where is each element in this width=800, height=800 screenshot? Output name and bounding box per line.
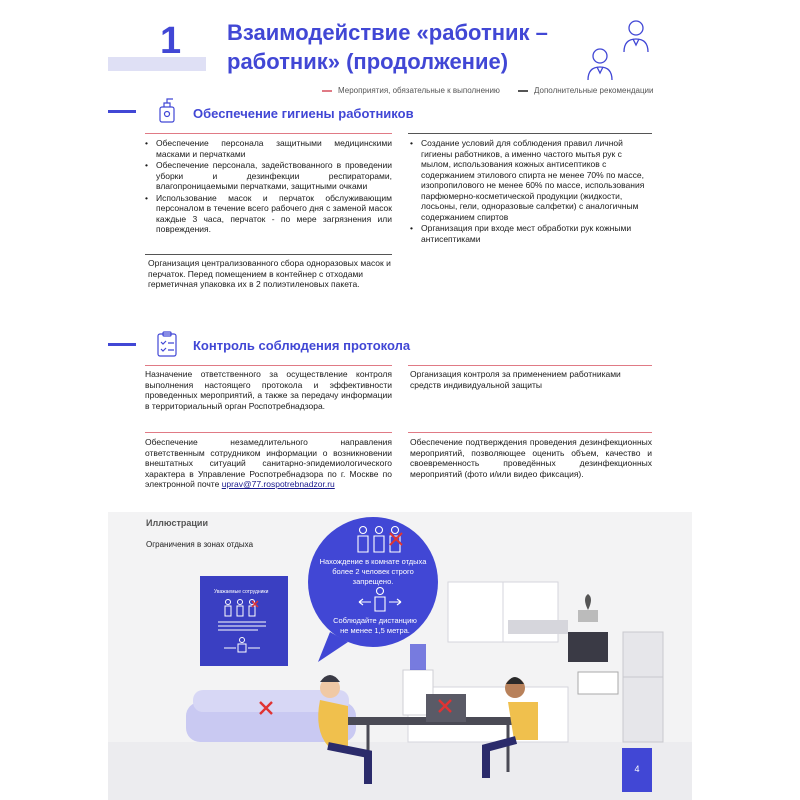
list-item: • Обеспечение персонала защитными медицинскими масками и перчатками xyxy=(145,138,392,159)
section-number: 1 xyxy=(160,20,182,62)
control-left-2-text: Обеспечение незамедлительного направления ответственным сотрудником информации о возникновении внештатных ситуаций санитарно-эпидемиологического характера в Управление Роспотребнадзора по г. Москве по электронной почте xyxy=(145,437,392,489)
legend-additional-marker xyxy=(518,90,528,92)
control-left-rule-1 xyxy=(145,365,392,366)
workers-icon xyxy=(580,12,660,82)
bubble-text-occupancy: Нахождение в комнате отдыха более 2 человек строго запрещено. xyxy=(319,557,427,586)
legend-mandatory: Мероприятия, обязательные к выполнению xyxy=(338,86,500,95)
page-title xyxy=(227,18,557,76)
poster-title: Уважаемые сотрудники xyxy=(214,589,269,595)
control-left-2 xyxy=(145,437,392,490)
soap-dispenser-icon xyxy=(156,96,178,124)
hygiene-note: Организация централизованного сбора одноразовых масок и перчаток. Перед помещением в контейнер с отходами герметичная упаковка их в 2 полиэтиленовых пакета. xyxy=(148,258,391,289)
section-marker xyxy=(108,343,136,346)
distancing-poster-icon xyxy=(214,598,274,658)
page-number: 4 xyxy=(622,748,652,792)
hygiene-left-list xyxy=(145,138,392,236)
illustration-panel xyxy=(108,512,692,800)
break-room-illustration xyxy=(108,512,692,800)
list-item: • Обеспечение персонала, задействованного в проведении уборки и дезинфекции респираторами, влагопроницаемыми перчатками, защитными очками xyxy=(145,160,392,192)
checklist-icon xyxy=(156,330,178,358)
control-right-rule-1 xyxy=(408,365,652,366)
control-right-rule-2 xyxy=(408,432,652,433)
control-right-1: Организация контроля за применением работниками средств индивидуальной защиты xyxy=(410,369,621,390)
list-item: • Организация при входе мест обработки рук кожными антисептиками xyxy=(410,223,652,244)
list-item: • Использование масок и перчаток обслуживающим персоналом в течение всего рабочего дня с заменой масок каждые 3 часа, перчаток - по мере загрязнения или повреждения. xyxy=(145,193,392,235)
page-title-line2: работник» (продолжение) xyxy=(227,49,509,74)
legend-mandatory-marker xyxy=(322,90,332,92)
page-title-line1: Взаимодействие «работник – xyxy=(227,20,548,45)
people-group-icon xyxy=(353,525,409,555)
control-right-2: Обеспечение подтверждения проведения дезинфекционных мероприятий, позволяющее оценить объем, качество и своевременность проведённых дезинфекционных мероприятий (фото и/или видео фиксация). xyxy=(410,437,652,479)
illustration-heading: Иллюстрации xyxy=(146,518,208,528)
control-left-1: Назначение ответственного за осуществление контроля выполнения настоящего протокола и эффективности проведенных мероприятий, а также за передачу информации в территориальный орган Роспотребнадзора. xyxy=(145,369,392,411)
hygiene-left-rule xyxy=(145,133,392,134)
hygiene-section-title: Обеспечение гигиены работников xyxy=(193,106,414,121)
legend-additional: Дополнительные рекомендации xyxy=(534,86,654,95)
hygiene-note-rule xyxy=(145,254,392,255)
hygiene-right-rule xyxy=(408,133,652,134)
hygiene-right-list xyxy=(410,138,652,245)
distance-arrows-icon xyxy=(357,586,403,612)
email-link[interactable]: uprav@77.rospotrebnadzor.ru xyxy=(221,479,335,489)
section-marker xyxy=(108,110,136,113)
illustration-subheading: Ограничения в зонах отдыха xyxy=(146,540,254,549)
control-left-rule-2 xyxy=(145,432,392,433)
bubble-text-distance: Соблюдайте дистанцию не менее 1,5 метра. xyxy=(333,616,417,635)
list-item: • Создание условий для соблюдения правил личной гигиены работников, а именно частого мытья рук с мылом, использования кожных антисептиков с содержанием этилового спирта не менее 70% по массе, изопропилового не менее 60% по массе, использования парфюмерно-косметической продукции (жидкости, лосьоны, гели, одноразовые салфетки) с аналогичным содержанием спиртов xyxy=(410,138,652,222)
number-highlight xyxy=(108,57,206,71)
control-section-title: Контроль соблюдения протокола xyxy=(193,338,411,353)
